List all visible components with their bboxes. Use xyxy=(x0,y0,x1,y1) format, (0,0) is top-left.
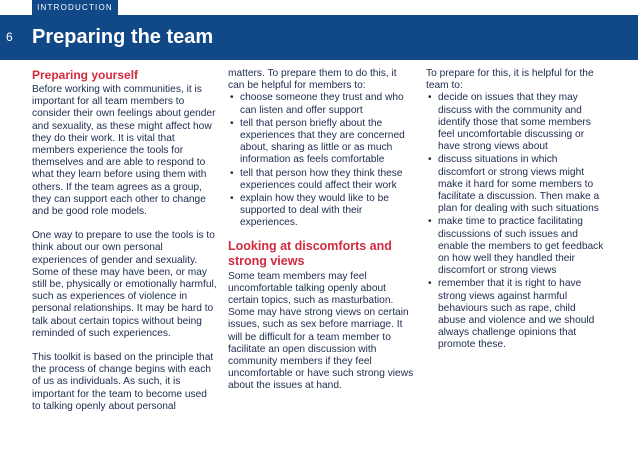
bullet-icon: • xyxy=(428,278,432,290)
list-item: • discuss situations in which discomfort or strong views might make it hard for some members to facilitate a discussion. Then make a plan for dealing with such situations xyxy=(428,154,600,215)
list-item: • make time to practice facilitating discussions of such issues and enable the members to get feedback on how well they handled their discomfort or strong views xyxy=(428,216,604,277)
section-tab-bar xyxy=(0,0,638,15)
list-item: • remember that it is right to have strong views against harmful behaviours such as rape, child abuse and violence and we should always challenge opinions that promote these. xyxy=(428,278,595,351)
paragraph: Before working with communities, it is important for all team members to consider their own feelings about gender and sexuality, as these might affect how they do their work. It is vital that members experience the tools for themselves and are able to respond to what they learn before using them with others. If the team agrees as a group, they can support each other to change and be good role models. xyxy=(32,84,216,218)
section-tab: INTRODUCTION xyxy=(32,0,118,15)
bullet-list xyxy=(426,92,606,351)
list-item: • tell that person briefly about the experiences that they are concerned about, sharing as little or as much information as feels comfortable xyxy=(230,117,405,166)
column-2 xyxy=(228,68,414,393)
list-item: • explain how they would like to be supported to deal with their experiences. xyxy=(230,193,389,229)
paragraph: One way to prepare to use the tools is to think about our own personal experiences of gender and sexuality. Some of these may have been, or may still be, physically or emotionally harmful, such as experiences of violence in personal relationships. It may be hard to talk about certain topics without being reminded of such experiences. xyxy=(32,230,217,339)
section-heading-discomforts: Looking at discomforts and strong views xyxy=(228,238,392,268)
bullet-list xyxy=(228,92,414,229)
list-item: • decide on issues that they may discuss with the community and identify those that some members feel uncomfortable discussing or have strong views about xyxy=(428,92,591,153)
column-1 xyxy=(32,68,217,413)
paragraph: Some team members may feel uncomfortable talking openly about certain topics, such as masturbation. Some may have strong views on certain issues, such as sex before marriage. It will be difficult for a team member to facilitate an open discussion with community members if they feel uncomfortable or have such strong views about the issues at hand. xyxy=(228,270,414,392)
paragraph: matters. To prepare them to do this, it can be helpful for members to: xyxy=(228,68,397,92)
section-heading-preparing-yourself: Preparing yourself xyxy=(32,68,139,82)
list-item: • tell that person how they think these experiences could affect their work xyxy=(230,167,403,191)
bullet-icon: • xyxy=(428,92,432,104)
bullet-icon: • xyxy=(230,117,234,129)
page-number: 6 xyxy=(6,30,13,44)
list-item: • choose someone they trust and who can listen and offer support xyxy=(230,92,404,116)
paragraph: This toolkit is based on the principle that the process of change begins with each of us as individuals. As such, it is important for the team to become used to talking openly about personal xyxy=(32,352,214,412)
paragraph: To prepare for this, it is helpful for the team to: xyxy=(426,68,594,92)
title-banner xyxy=(0,15,638,60)
bullet-icon: • xyxy=(230,167,234,179)
bullet-icon: • xyxy=(230,92,234,104)
bullet-icon: • xyxy=(230,193,234,205)
page-title: Preparing the team xyxy=(32,26,214,48)
bullet-icon: • xyxy=(428,154,432,166)
bullet-icon: • xyxy=(428,216,432,228)
column-3 xyxy=(426,68,606,353)
